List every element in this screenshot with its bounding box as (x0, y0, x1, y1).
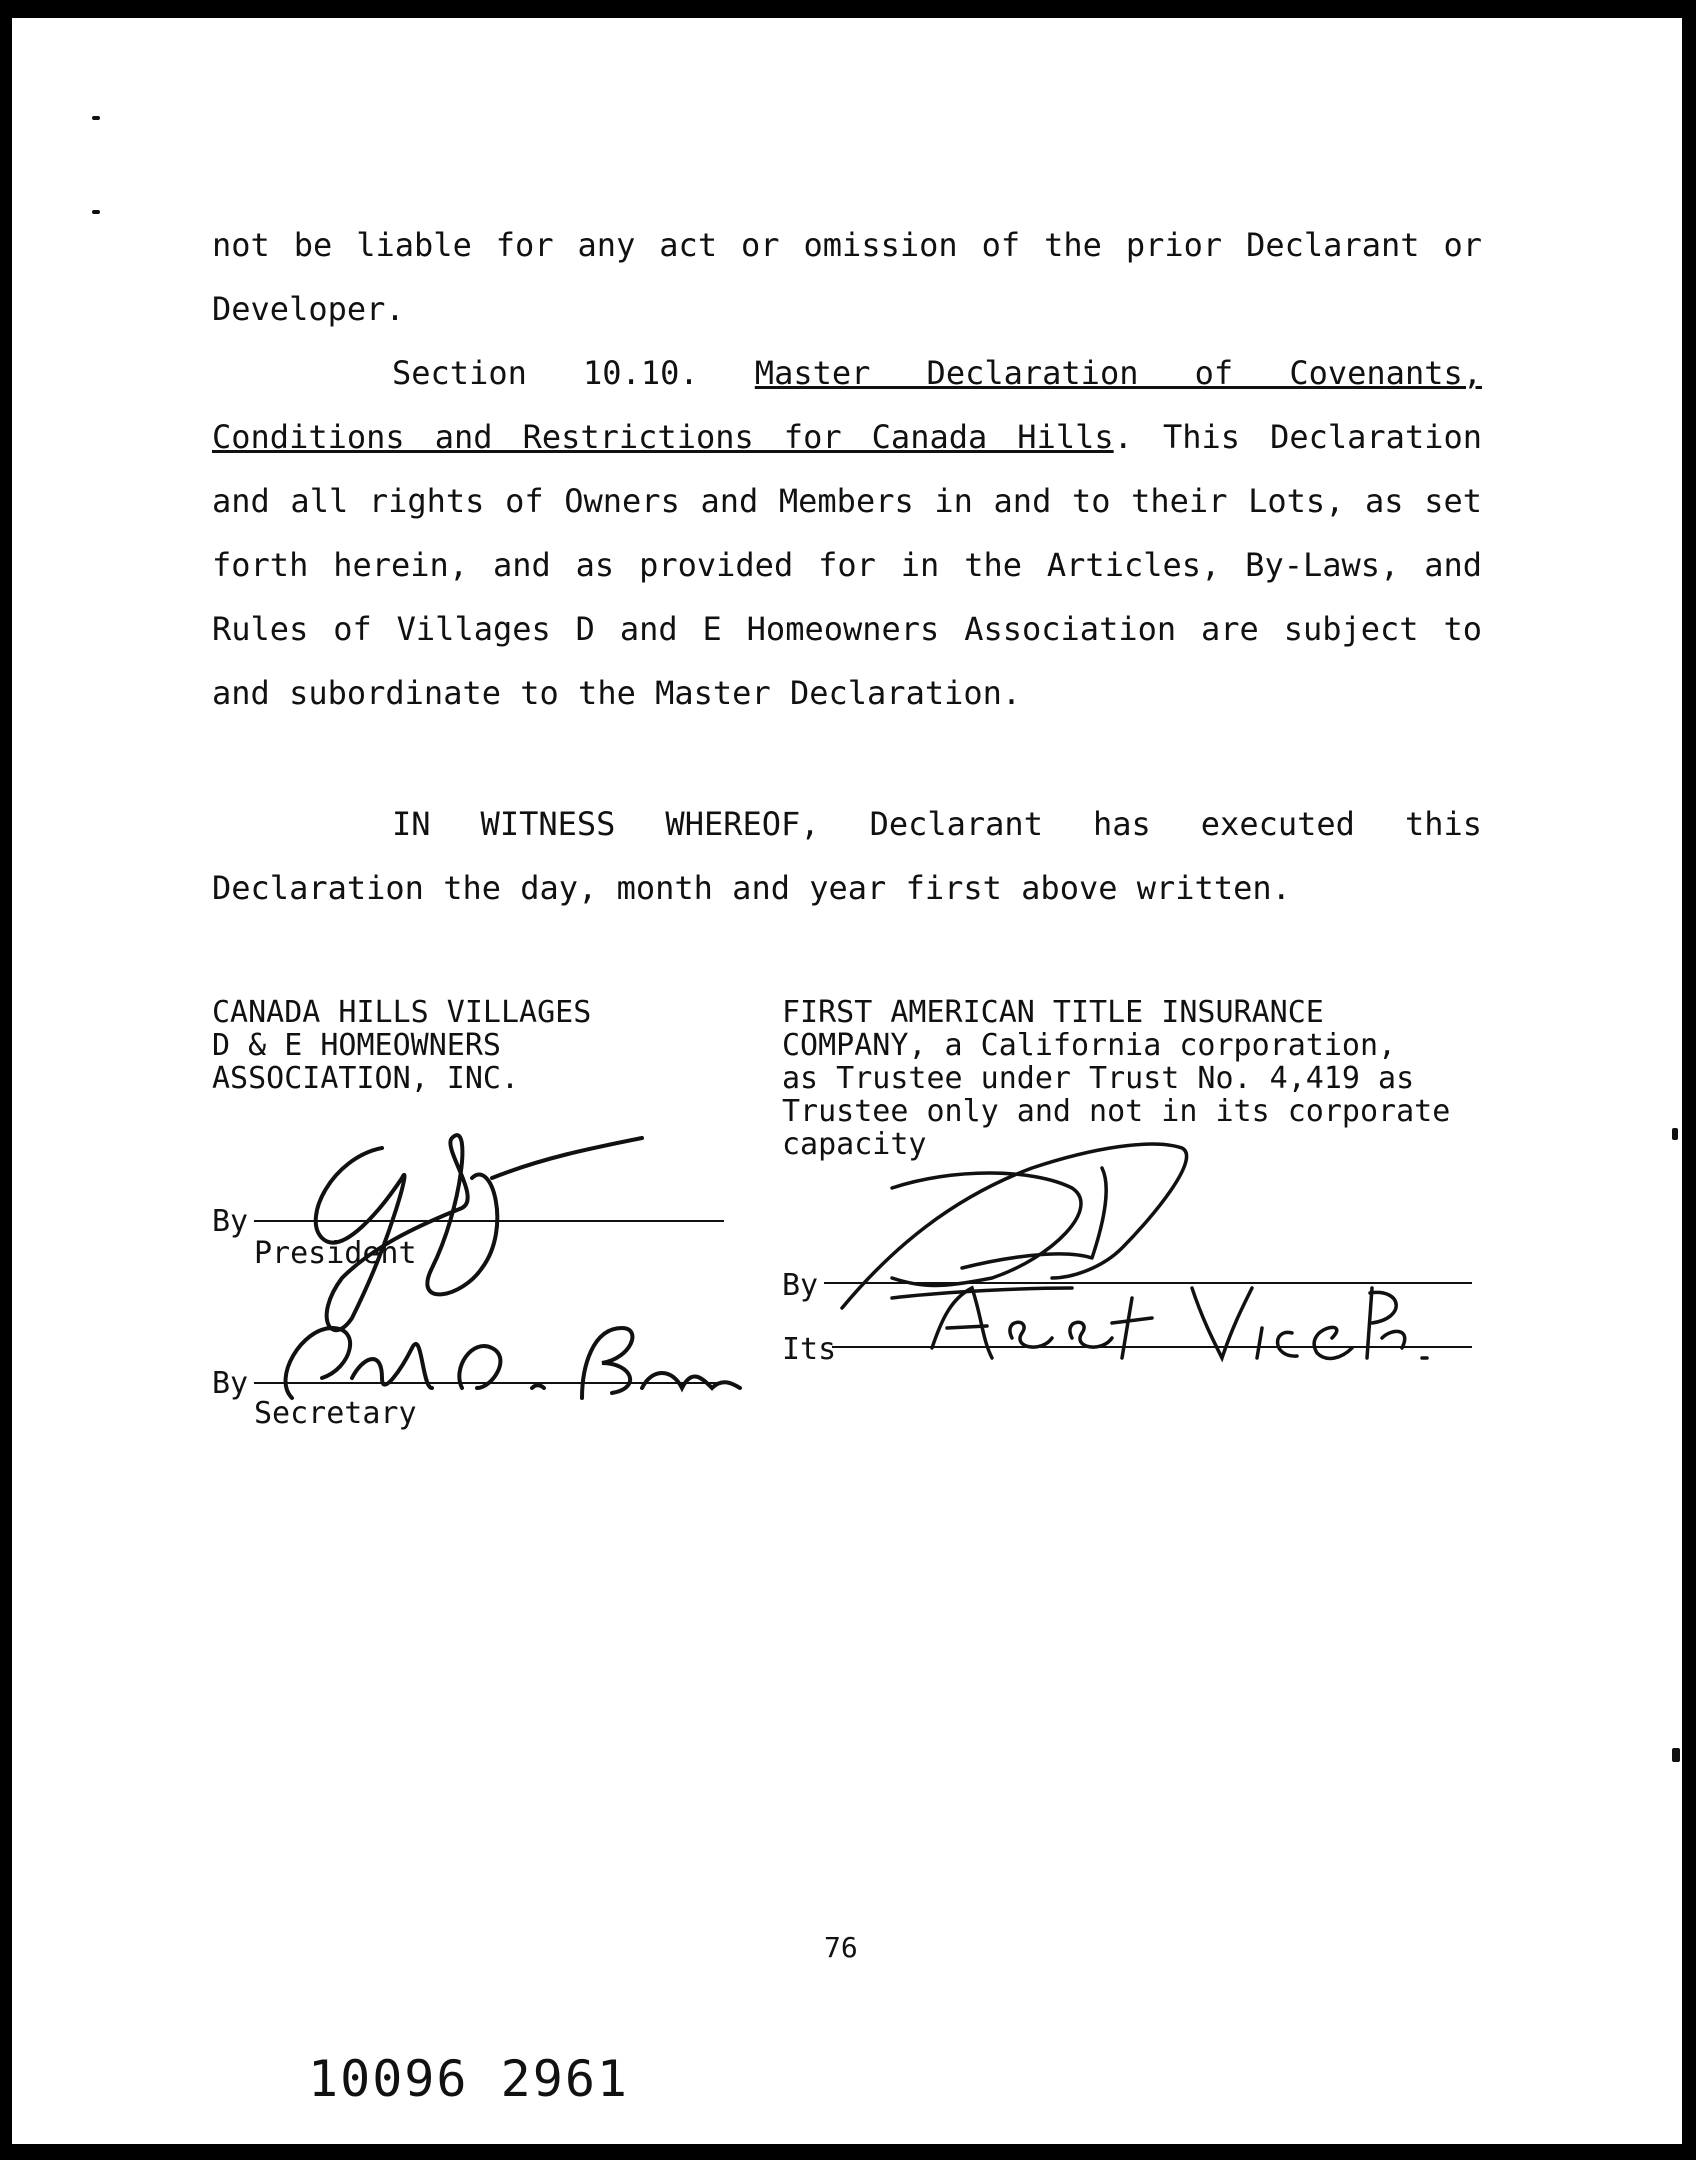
by-label-trustee: By (782, 1268, 819, 1303)
document-code: 10096 2961 (308, 2050, 630, 2108)
paragraph-witness: IN WITNESS WHEREOF, Declarant has executed this Declaration the day, month and year first above written. (212, 805, 1482, 907)
right-party-line: Trustee only and not in its corporate (782, 1094, 1451, 1129)
section-title: Master Declaration of Covenants, Conditions and Restrictions for Canada Hills (212, 354, 1483, 456)
paragraph-section-10-10 (212, 341, 1482, 725)
page-number: 76 (824, 1931, 858, 1964)
document-page (12, 18, 1682, 2144)
secretary-label: Secretary (254, 1396, 417, 1431)
president-label: President (254, 1236, 417, 1271)
section-body: . This Declaration and all rights of Owners and Members in and to their Lots, as set forth herein, and as provided for in the Articles, By-Laws, and Rules of Villages D and E Homeowners Association are subject to and subordinate to the Master Declaration. (212, 418, 1483, 712)
secretary-signature (262, 1308, 742, 1418)
left-party-line: D & E HOMEOWNERS (212, 1028, 501, 1063)
scan-speck (1672, 1748, 1680, 1762)
scan-speck (92, 210, 100, 214)
trustee-title-handwritten (912, 1278, 1432, 1368)
left-party-line: ASSOCIATION, INC. (212, 1061, 520, 1096)
right-party-line: as Trustee under Trust No. 4,419 as (782, 1061, 1415, 1096)
by-label-president: By (212, 1204, 249, 1239)
left-party-block (212, 996, 591, 1095)
by-label-secretary: By (212, 1366, 249, 1401)
scan-speck (1672, 1128, 1678, 1140)
left-party-line: CANADA HILLS VILLAGES (212, 995, 592, 1030)
section-number: Section 10.10. (392, 354, 755, 392)
right-party-line: capacity (782, 1127, 927, 1162)
president-signature (292, 1118, 652, 1338)
its-label: Its (782, 1332, 837, 1367)
scan-speck (92, 116, 100, 120)
right-party-line: COMPANY, a California corporation, (782, 1028, 1397, 1063)
right-party-line: FIRST AMERICAN TITLE INSURANCE (782, 995, 1324, 1030)
paragraph-liability: not be liable for any act or omission of the prior Declarant or Developer. (212, 226, 1482, 328)
